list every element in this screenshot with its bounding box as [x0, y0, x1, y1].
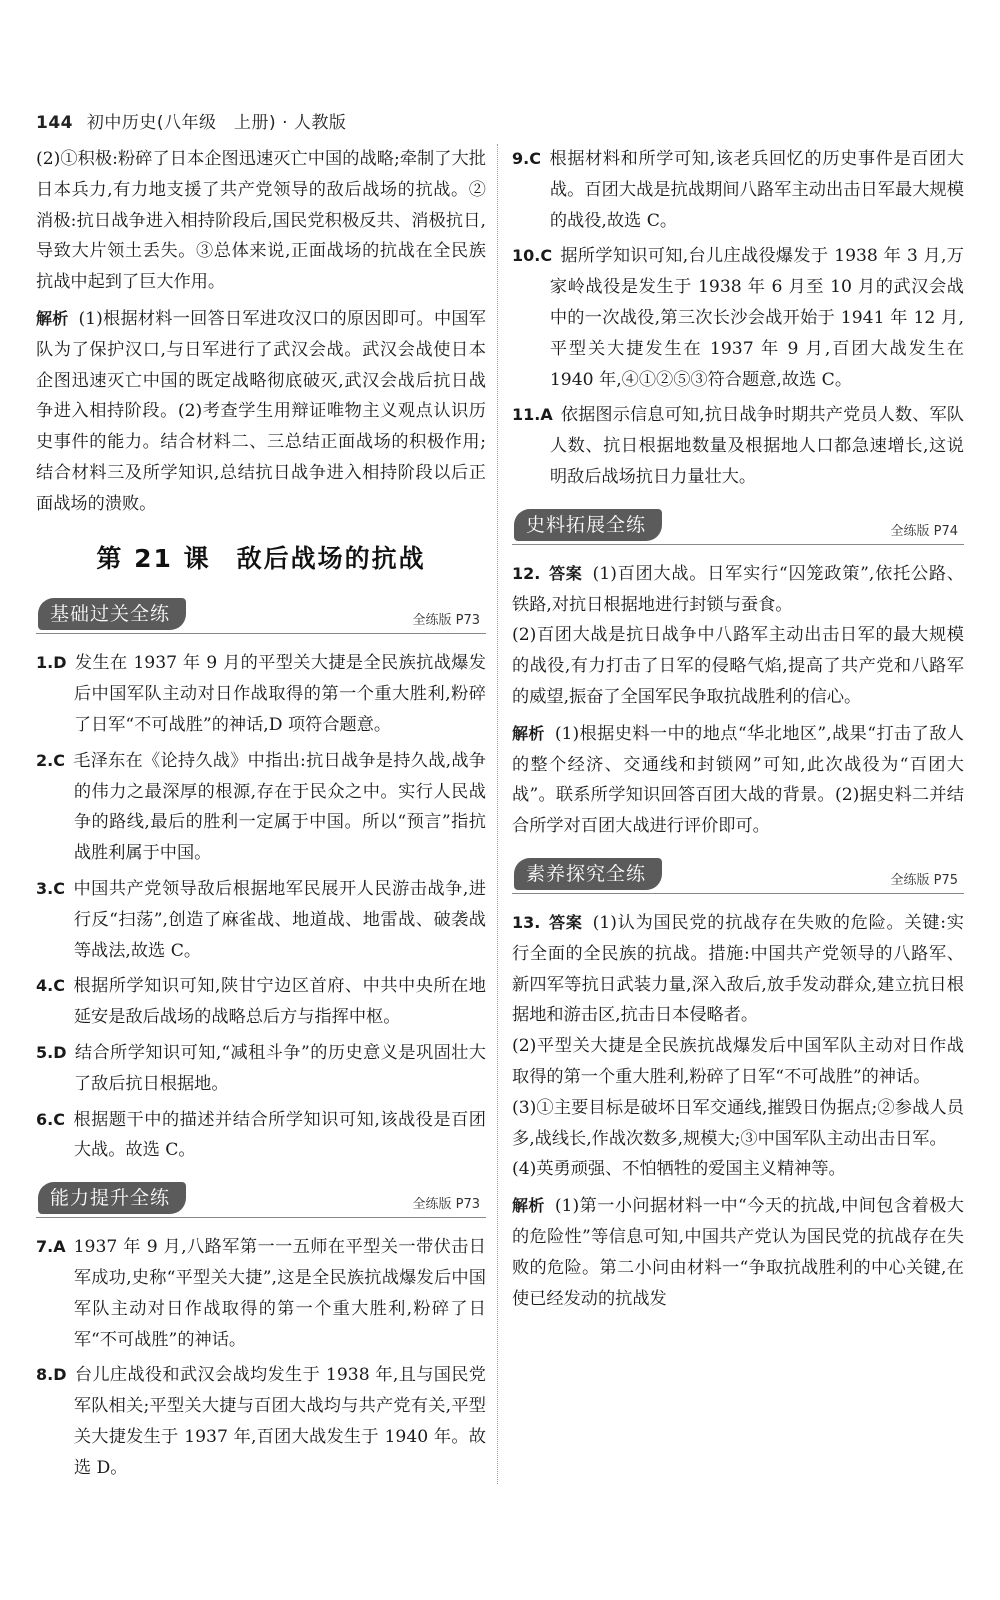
section-rule [512, 893, 964, 894]
section-label: 素养探究全练 [514, 858, 662, 890]
item-text: 根据材料和所学可知,该老兵回忆的历史事件是百团大战。百团大战是抗战期间八路军主动出击日军最大规模的战役,故选 C。 [548, 149, 964, 231]
column-divider [497, 144, 499, 1484]
item-text: 据所学知识可知,台儿庄战役爆发于 1938 年 3 月,万家岭战役是发生于 1938 年 6 月至 10 月的武汉会战中的一次战役,第三次长沙会战开始于 1941 年 12 月,平型关大捷发生在 1937 年 9 月,百团大战发生在 1940 年,④①②⑤③符合题意,故选 C。 [549, 246, 964, 390]
item-text: 依据图示信息可知,抗日战争时期共产党员人数、军队人数、抗日根据地数量及根据地人口都急速增长,这说明敌后战场抗日力量壮大。 [549, 405, 964, 487]
analysis-text: (1)根据材料一回答日军进攻汉口的原因即可。中国军队为了保护汉口,与日军进行了武汉会战。武汉会战使日本企图迅速灭亡中国的既定战略彻底破灭,武汉会战后抗日战争进入相持阶段。(2)考查学生用辩证唯物主义观点认识历史事件的能力。结合材料二、三总结正面战场的积极作用;结合材料三及所学知识,总结抗日战争进入相持阶段以后正面战场的溃败。 [36, 308, 486, 514]
lesson-number: 第 21 课 [96, 543, 211, 573]
section-header-ability [36, 1180, 486, 1218]
item-number: 13. [512, 912, 541, 932]
section-header-sources [512, 507, 964, 545]
answer-text: (1)百团大战。日军实行“囚笼政策”,依托公路、铁路,对抗日根据地进行封锁与蚕食。 [512, 563, 964, 615]
section-rule [512, 544, 964, 545]
section-label: 史料拓展全练 [514, 509, 662, 541]
answer-item [36, 1105, 486, 1167]
item-text: 根据所学知识可知,陕甘宁边区首府、中共中央所在地延安是敌后战场的战略总后方与指挥中枢。 [72, 976, 486, 1028]
answer-item [36, 746, 486, 869]
answer-tag: 答案 [548, 912, 583, 932]
lesson-title: 敌后战场的抗战 [236, 543, 426, 573]
item-text: 中国共产党领导敌后根据地军民展开人民游击战争,进行反“扫荡”,创造了麻雀战、地道战、地雷战、破袭战等战法,故选 C。 [72, 878, 486, 961]
answer-item [36, 1232, 486, 1355]
section-label: 能力提升全练 [38, 1182, 186, 1214]
item-number: 3.C [36, 878, 65, 898]
q12-analysis [512, 719, 964, 842]
q12-answer-part: (2)百团大战是抗日战争中八路军主动出击日军的最大规模的战役,有力打击了日军的侵略气焰,提高了共产党和八路军的威望,振奋了全国军民争取抗战胜利的信心。 [512, 625, 964, 707]
analysis-text: (1)第一小问据材料一中“今天的抗战,中间包含着极大的危险性”等信息可知,中国共产党认为国民党的抗战存在失败的危险。第二小问由材料一“争取抗战胜利的中心关键,在使已经发动的抗战发 [512, 1196, 964, 1309]
item-text: 台儿庄战役和武汉会战均发生于 1938 年,且与国民党军队相关;平型关大捷与百团大战均与共产党有关,平型关大捷发生于 1937 年,百团大战发生于 1940 年。故选 D。 [73, 1365, 486, 1478]
section-label: 基础过关全练 [38, 598, 186, 630]
item-text: 1937 年 9 月,八路军第一一五师在平型关一带伏击日军成功,史称“平型关大捷”,这是全民族抗战爆发后中国军队主动对日作战取得的第一个重大胜利,粉碎了日军“不可战胜”的神话。 [73, 1237, 486, 1350]
item-text: 结合所学知识可知,“减租斗争”的历史意义是巩固壮大了敌后抗日根据地。 [73, 1042, 486, 1094]
item-number: 1.D [36, 653, 67, 673]
section-rule [36, 1217, 486, 1218]
item-number: 5.D [36, 1042, 67, 1062]
page-number: 144 [36, 113, 73, 133]
answer-item [36, 1038, 486, 1100]
section-page-ref: 全练版 P74 [890, 523, 958, 539]
analysis-text: (1)根据史料一中的地点“华北地区”,战果“打击了敌人的整个经济、交通线和封锁网”可知,此次战役为“百团大战”。联系所学知识回答百团大战的背景。(2)据史料二并结合所学对百团大战进行评价即可。 [512, 723, 964, 837]
q13-analysis [512, 1191, 964, 1314]
answer-text: (1)认为国民党的抗战存在失败的危险。关键:实行全面的全民族的抗战。措施:中国共产党领导的八路军、新四军等抗日武装力量,深入敌后,放手发动群众,建立抗日根据地和游击区,抗击日本侵略者。 [512, 912, 964, 1026]
analysis-paragraph [36, 304, 486, 520]
answer-item [512, 400, 964, 492]
lesson-heading [36, 544, 486, 575]
right-column [512, 144, 964, 1314]
answer-item [512, 241, 964, 395]
item-text: 发生在 1937 年 9 月的平型关大捷是全民族抗战爆发后中国军队主动对日作战取得的第一个重大胜利,粉碎了日军“不可战胜”的神话,D 项符合题意。 [73, 653, 486, 735]
item-number: 8.D [36, 1365, 67, 1385]
item-number: 6.C [36, 1109, 65, 1129]
section-page-ref: 全练版 P73 [412, 1197, 480, 1213]
item-number: 4.C [36, 976, 65, 996]
answer-paragraph: (2)①积极:粉碎了日本企图迅速灭亡中国的战略;牵制了大批日本兵力,有力地支援了共产党领导的敌后战场的抗战。②消极:抗日战争进入相持阶段后,国民党积极反共、消极抗日,导致大片领土丢失。③总体来说,正面战场的抗战在全民族抗战中起到了巨大作用。 [36, 149, 486, 293]
analysis-tag: 解析 [36, 308, 69, 328]
answer-item [36, 971, 486, 1033]
item-number: 2.C [36, 750, 65, 770]
q13-answer [512, 908, 964, 1031]
answer-item [36, 874, 486, 966]
page-header [36, 108, 346, 133]
item-text: 毛泽东在《论持久战》中指出:抗日战争是持久战,战争的伟力之最深厚的根源,存在于民众之中。实行人民战争的路线,最后的胜利一定属于中国。所以“预言”指抗战胜利属于中国。 [72, 750, 486, 864]
item-text: 根据题干中的描述并结合所学知识可知,该战役是百团大战。故选 C。 [72, 1109, 486, 1161]
section-page-ref: 全练版 P75 [890, 872, 958, 888]
section-rule [36, 633, 486, 634]
item-number: 10.C [512, 246, 553, 266]
answer-item [36, 1360, 486, 1483]
book-title: 初中历史(八年级 上册) · 人教版 [86, 113, 347, 133]
item-number: 11.A [512, 405, 553, 425]
answer-item [512, 144, 964, 236]
analysis-tag: 解析 [512, 723, 545, 743]
item-number: 12. [512, 563, 541, 583]
section-header-basic [36, 596, 486, 634]
q13-answer-part: (4)英勇顽强、不怕牺牲的爱国主义精神等。 [512, 1159, 846, 1180]
analysis-tag: 解析 [512, 1196, 545, 1216]
item-number: 7.A [36, 1237, 66, 1257]
section-header-inquiry [512, 856, 964, 894]
section-page-ref: 全练版 P73 [412, 613, 480, 629]
q13-answer-part: (2)平型关大捷是全民族抗战爆发后中国军队主动对日作战取得的第一个重大胜利,粉碎了日军“不可战胜”的神话。 [512, 1036, 964, 1087]
q12-answer [512, 559, 964, 621]
q13-answer-part: (3)①主要目标是破坏日军交通线,摧毁日伪据点;②参战人员多,战线长,作战次数多,规模大;③中国军队主动出击日军。 [512, 1097, 964, 1149]
answer-item [36, 648, 486, 740]
item-number: 9.C [512, 149, 541, 168]
left-column [36, 144, 486, 1483]
answer-tag: 答案 [548, 563, 583, 583]
